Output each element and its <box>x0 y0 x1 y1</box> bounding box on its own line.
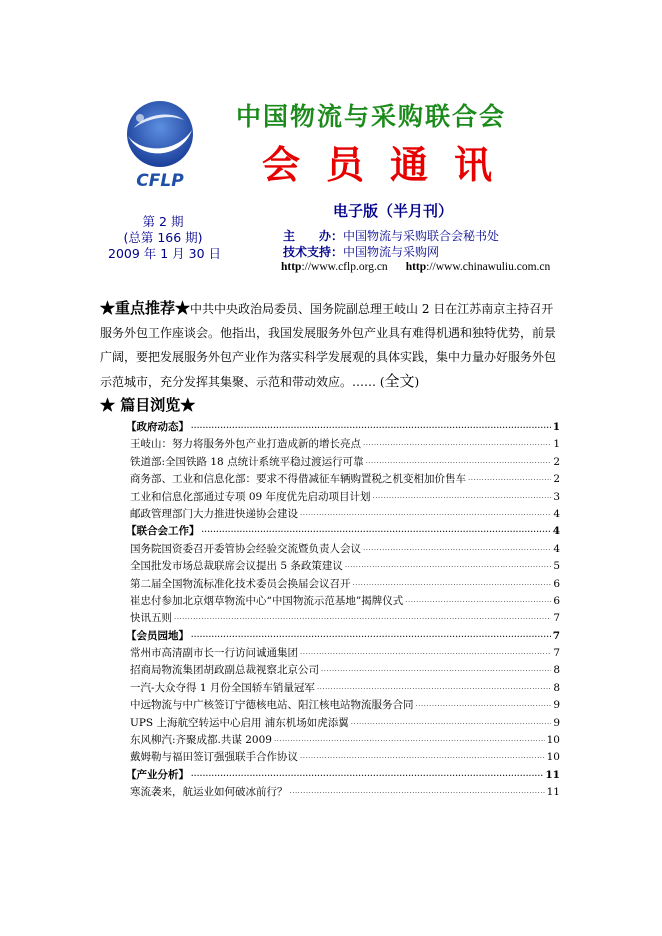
issue-date: 2009 年 1 月 30 日 <box>108 246 222 261</box>
toc-item[interactable]: 铁道部:全国铁路 18 点统计系统平稳过渡运行可靠 ····· 2 <box>126 454 560 471</box>
toc-item[interactable]: 邮政管理部门大力推进快递协会建设 ····· 4 <box>126 506 560 523</box>
issue-number: 第 2 期 <box>142 214 184 229</box>
logo-text: CFLP <box>136 171 184 191</box>
toc-item[interactable]: 工业和信息化部通过专项 09 年度优先启动项目计划 ····· 3 <box>126 489 560 506</box>
toc-item[interactable]: 王岐山：努力将服务外包产业打造成新的增长亮点 ····· 1 <box>126 436 560 453</box>
toc-item[interactable]: 快讯五则 ····· 7 <box>126 610 560 627</box>
toc-item[interactable]: 第二届全国物流标准化技术委员会换届会议召开 ····· 6 <box>126 576 560 593</box>
toc-item[interactable]: 戴姆勒与福田签订强强联手合作协议 ····· 10 <box>126 749 560 766</box>
full-text-link[interactable]: 全文 <box>384 372 415 390</box>
featured-text: 中共中央政治局委员、国务院副总理王岐山 2 日在江苏南京主持召开服务外包工作座谈会。他指出，我国发展服务外包产业具有难得机遇和独特优势，前景广阔，要把发展服务外包产业作为落实科学发展观的具体实践，集中力量办好服务外包示范城市，充分发挥其集聚、示范和带动效应。…… <box>100 302 557 389</box>
website-links <box>281 261 550 273</box>
host-value: 中国物流与采购联合会秘书处 <box>343 229 500 243</box>
toc-item[interactable]: 东风柳汽:齐聚成都.共谋 2009 ····· 10 <box>126 732 560 749</box>
toc-item[interactable]: 国务院国资委召开委管协会经验交流暨负责人会议 ····· 4 <box>126 541 560 558</box>
toc-item[interactable]: 中远物流与中广核签订宁德核电站、阳江核电站物流服务合同 ····· 9 <box>126 697 560 714</box>
toc-item[interactable]: 寒流袭来，航运业如何破冰前行？ ····· 11 <box>126 784 560 801</box>
toc-item[interactable]: 一汽-大众夺得 1 月份全国轿车销量冠军 ····· 8 <box>126 680 560 697</box>
toc-section[interactable]: 【联合会工作】 ····· 4 <box>126 523 560 540</box>
toc-section[interactable]: 【政府动态】 ····· 1 <box>126 419 560 436</box>
toc-section[interactable]: 【会员园地】 ····· 7 <box>126 628 560 645</box>
org-title: 中国物流与采购联合会 <box>236 102 507 131</box>
toc-item[interactable]: UPS 上海航空转运中心启用 浦东机场如虎添翼 ····· 9 <box>126 715 560 732</box>
issue-total: (总第 166 期) <box>123 230 203 245</box>
table-of-contents <box>126 419 560 802</box>
issue-info <box>108 214 222 262</box>
toc-heading: ★ 篇目浏览★ <box>100 396 196 414</box>
toc-item[interactable]: 全国批发市场总裁联席会议提出 5 条政策建议 ····· 5 <box>126 558 560 575</box>
chinawuliu-website-link[interactable]: http://www.chinawuliu.com.cn <box>405 261 551 273</box>
newsletter-title: 会员通讯 <box>262 142 519 187</box>
toc-item[interactable]: 崔忠付参加北京烟草物流中心“中国物流示范基地”揭牌仪式 ····· 6 <box>126 593 560 610</box>
toc-section[interactable]: 【产业分析】 ····· 11 <box>126 767 560 784</box>
toc-item[interactable]: 常州市高清副市长一行访问诚通集团 ····· 7 <box>126 645 560 662</box>
featured-article: ★重点推荐★中共中央政治局委员、国务院副总理王岐山 2 日在江苏南京主持召开服务外包工作座谈会。他指出，我国发展服务外包产业具有难得机遇和独特优势，前景广阔，要把发展服务外包产业作为落实科学发展观的具体实践，集中力量办好服务外包示范城市，充分发挥其集聚、示范和带动效应。…… (全文) <box>100 299 557 390</box>
cflp-logo <box>120 100 200 192</box>
tech-support-label: 技术支持： <box>283 245 344 259</box>
host-info <box>283 228 499 260</box>
toc-item[interactable]: 招商局物流集团胡政副总裁视察北京公司 ····· 8 <box>126 662 560 679</box>
edition-label: 电子版（半月刊） <box>333 202 454 220</box>
host-label: 主 办： <box>283 229 344 243</box>
tech-support-value: 中国物流与采购网 <box>343 245 440 259</box>
featured-label: ★重点推荐★ <box>100 299 191 317</box>
cflp-website-link[interactable]: http://www.cflp.org.cn <box>281 261 388 273</box>
toc-item[interactable]: 商务部、工业和信息化部：要求不得借减征车辆购置税之机变相加价售车 ····· 2 <box>126 471 560 488</box>
